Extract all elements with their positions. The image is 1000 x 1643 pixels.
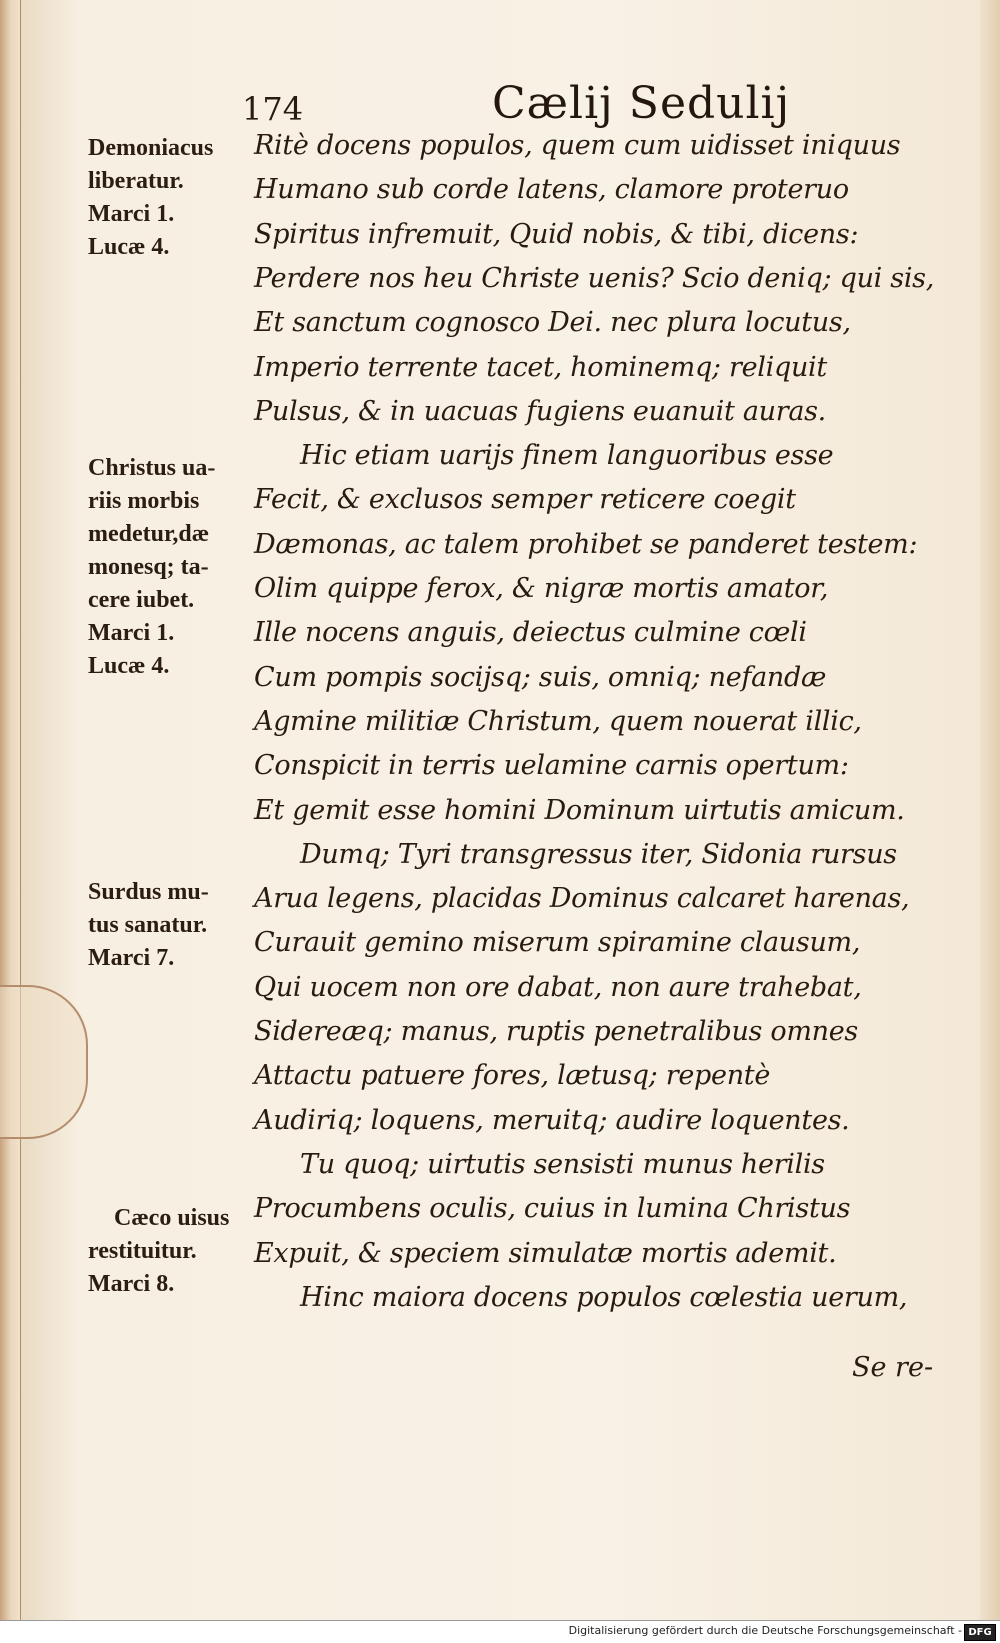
- margin-note-line: cere iubet.: [88, 587, 195, 613]
- margin-note-line: Christus ua-: [88, 455, 216, 481]
- verse-line: Dæmonas, ac talem prohibet se panderet testem:: [254, 528, 918, 560]
- funding-credit: Digitalisierung gefördert durch die Deutsche Forschungsgemeinschaft -: [568, 1624, 962, 1637]
- margin-note: [88, 452, 248, 683]
- verse-line: Conspicit in terris uelamine carnis opertum:: [254, 750, 849, 782]
- margin-note-line: restituitur.: [88, 1238, 197, 1264]
- verse-line: Tu quoq; uirtutis sensisti munus herilis: [300, 1148, 825, 1180]
- verse-line: Audiriq; loquens, meruitq; audire loquentes.: [254, 1104, 850, 1136]
- margin-note-line: tus sanatur.: [88, 912, 208, 938]
- verse-line: Olim quippe ferox, & nigræ mortis amator,: [254, 573, 829, 604]
- margin-note-line: Surdus mu-: [88, 879, 209, 905]
- margin-note-line: monesq; ta-: [88, 554, 209, 580]
- margin-note: [88, 132, 248, 264]
- verse-line: Curauit gemino miserum spiramine clausum,: [254, 927, 861, 959]
- verse-line: Et sanctum cognosco Dei. nec plura locutus,: [254, 307, 851, 339]
- margin-note-line: medetur,dæ: [88, 521, 210, 547]
- verse-line: Pulsus, & in uacuas fugiens euanuit auras.: [254, 395, 826, 427]
- verse-line: Expuit, & speciem simulatæ mortis ademit.: [254, 1237, 837, 1269]
- page-edge: [980, 0, 1000, 1620]
- verse-line: Imperio terrente tacet, hominemq; reliquit: [254, 351, 827, 383]
- verse-line: Humano sub corde latens, clamore proteruo: [254, 174, 849, 206]
- margin-note-line: Demoniacus: [88, 135, 214, 161]
- margin-note-line: Cæco uisus: [114, 1205, 230, 1231]
- page-number: 174: [242, 90, 304, 128]
- verse-line: Hinc maiora docens populos cœlestia uerum,: [300, 1281, 908, 1313]
- margin-note-line: liberatur.: [88, 168, 184, 194]
- margin-note: [88, 876, 248, 975]
- verse-line: Ritè docens populos, quem cum uidisset iniquus: [254, 130, 901, 161]
- dfg-logo: DFG: [964, 1624, 996, 1641]
- catchword: Se re-: [852, 1352, 934, 1383]
- verse-line: Sidereæq; manus, ruptis penetralibus omnes: [254, 1016, 858, 1047]
- verse-line: Attactu patuere fores, lætusq; repentè: [254, 1060, 771, 1092]
- verse-line: Et gemit esse homini Dominum uirtutis amicum.: [254, 794, 905, 826]
- margin-note-line: Lucæ 4.: [88, 234, 170, 260]
- margin-note-line: Lucæ 4.: [88, 653, 170, 679]
- running-title: Cælij Sedulij: [492, 78, 791, 129]
- verse-line: Procumbens oculis, cuius in lumina Christus: [254, 1193, 851, 1225]
- verse-line: Arua legens, placidas Dominus calcaret harenas,: [254, 883, 910, 915]
- margin-note-line: Marci 1.: [88, 201, 175, 227]
- margin-note: [88, 1202, 248, 1301]
- verse-line: Perdere nos heu Christe uenis? Scio deniq; qui sis,: [254, 262, 935, 294]
- margin-note-line: Marci 1.: [88, 620, 175, 646]
- verse-line: Qui uocem non ore dabat, non aure trahebat,: [254, 971, 862, 1003]
- verse-line: Ille nocens anguis, deiectus culmine cœli: [254, 617, 807, 649]
- verse-line: Cum pompis socijsq; suis, omniq; nefandæ: [254, 661, 827, 693]
- margin-note-line: riis morbis: [88, 488, 200, 514]
- page-tab-marker: [0, 985, 88, 1139]
- verse-line: Agmine militiæ Christum, quem nouerat illic,: [254, 705, 862, 737]
- verse-line: Spiritus infremuit, Quid nobis, & tibi, dicens:: [254, 218, 859, 250]
- margin-note-line: Marci 8.: [88, 1271, 175, 1297]
- footer-bar: [0, 1620, 1000, 1643]
- margin-note-line: Marci 7.: [88, 945, 175, 971]
- verse-line: Fecit, & exclusos semper reticere coegit: [254, 484, 796, 516]
- verse-line: Dumq; Tyri transgressus iter, Sidonia rursus: [300, 838, 897, 870]
- verse-line: Hic etiam uarijs finem languoribus esse: [300, 440, 834, 472]
